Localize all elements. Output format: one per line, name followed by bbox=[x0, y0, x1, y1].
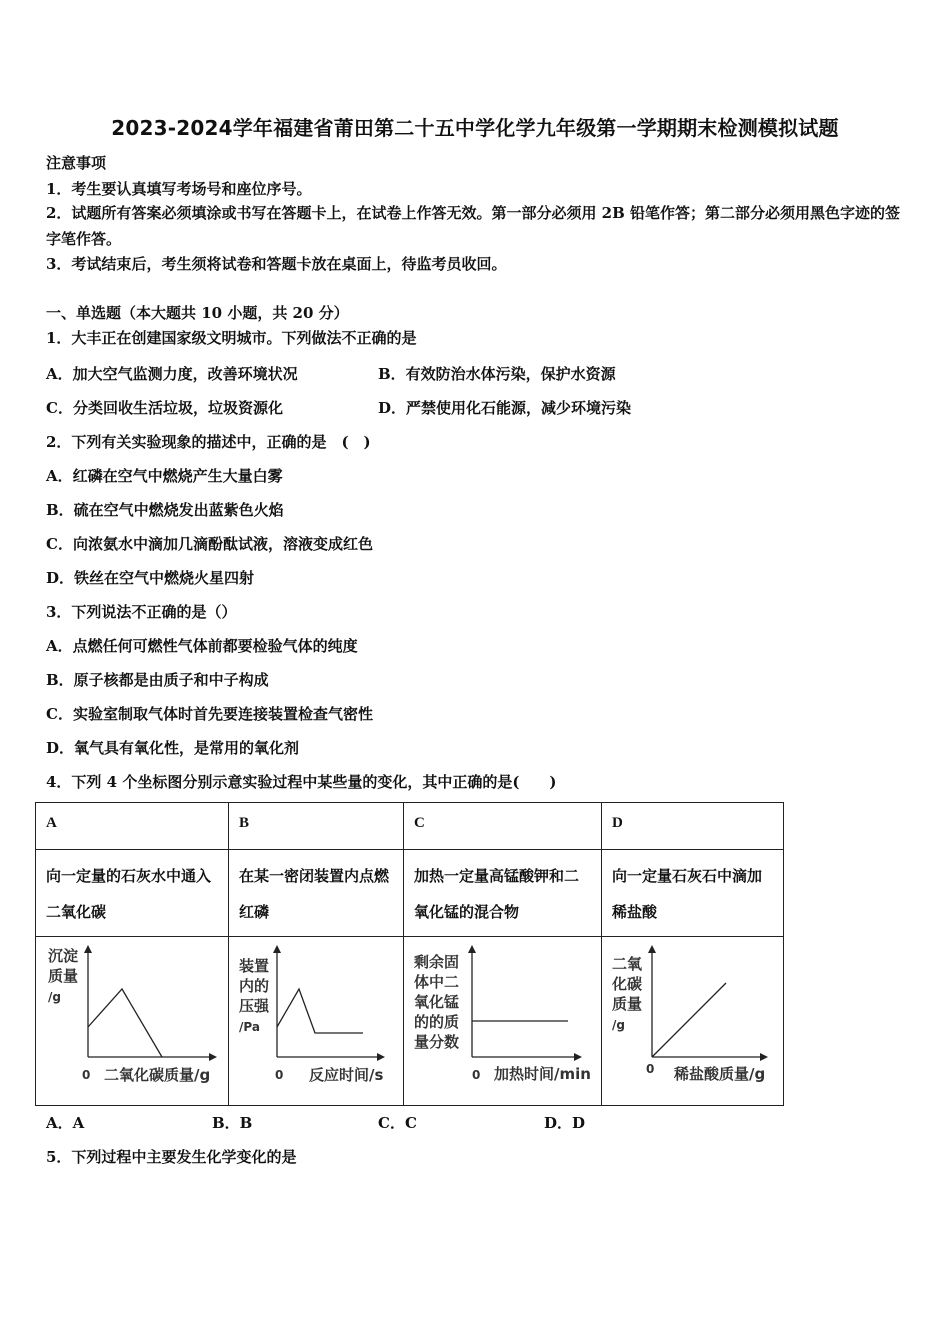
graph-a-x-arrow bbox=[209, 1053, 217, 1061]
q2-option-a: A．红磷在空气中燃烧产生大量白雾 bbox=[46, 467, 283, 485]
graph-a-y-arrow bbox=[84, 945, 92, 953]
q1-stem: 1．大丰正在创建国家级文明城市。下列做法不正确的是 bbox=[46, 329, 417, 347]
graph-d-y-arrow bbox=[648, 945, 656, 953]
graph-c-origin: 0 bbox=[472, 1068, 481, 1082]
graph-c-ylabel-4: 的的质 bbox=[414, 1013, 460, 1031]
q3-option-d: D．氧气具有氧化性，是常用的氧化剂 bbox=[46, 739, 300, 757]
graph-d-curve bbox=[652, 983, 726, 1057]
q3-option-a: A．点燃任何可燃性气体前都要检验气体的纯度 bbox=[46, 637, 358, 655]
graph-a-xlabel: 二氧化碳质量/g bbox=[104, 1066, 211, 1084]
graph-c-svg bbox=[404, 937, 602, 1105]
graph-a-ylabel-3: /g bbox=[48, 990, 61, 1004]
graph-c-ylabel-2: 体中二 bbox=[414, 973, 460, 991]
q2-option-c: C．向浓氨水中滴加几滴酚酞试液，溶液变成红色 bbox=[46, 535, 373, 553]
q3-stem: 3．下列说法不正确的是（） bbox=[46, 603, 237, 621]
q1-option-a: A．加大空气监测力度，改善环境状况 bbox=[46, 365, 298, 383]
q4-col-b-header: B bbox=[229, 803, 404, 850]
graph-b-y-arrow bbox=[273, 945, 281, 953]
page-title: 2023-2024学年福建省莆田第二十五中学化学九年级第一学期期末检测模拟试题 bbox=[111, 116, 839, 140]
graph-a-ylabel-1: 沉淀 bbox=[48, 947, 79, 965]
q4-graph-a bbox=[36, 937, 229, 1106]
q4-graph-b bbox=[229, 937, 404, 1106]
graph-d-ylabel-2: 化碳 bbox=[612, 975, 643, 993]
graph-b-curve bbox=[277, 989, 363, 1033]
notice-item-3: 3．考试结束后，考生须将试卷和答题卡放在桌面上，待监考员收回。 bbox=[46, 255, 507, 273]
q2-stem: 2．下列有关实验现象的描述中，正确的是 ( ) bbox=[46, 433, 371, 451]
graph-c-xlabel: 加热时间/min bbox=[494, 1065, 591, 1083]
graph-b-xlabel: 反应时间/s bbox=[309, 1066, 384, 1084]
graph-d-ylabel-1: 二氧 bbox=[612, 955, 643, 973]
graph-b-svg bbox=[229, 937, 404, 1105]
graph-b-ylabel-2: 内的 bbox=[239, 977, 270, 995]
q1-option-c: C．分类回收生活垃圾，垃圾资源化 bbox=[46, 399, 283, 417]
section-heading: 一、单选题（本大题共 10 小题，共 20 分） bbox=[46, 304, 349, 322]
graph-c-ylabel-5: 量分数 bbox=[414, 1033, 460, 1051]
q1-option-b: B．有效防治水体污染，保护水资源 bbox=[378, 365, 616, 383]
q2-option-b: B．硫在空气中燃烧发出蓝紫色火焰 bbox=[46, 501, 284, 519]
q4-col-a-desc: 向一定量的石灰水中通入二氧化碳 bbox=[36, 850, 229, 937]
graph-b-origin: 0 bbox=[275, 1068, 284, 1082]
q2-option-d: D．铁丝在空气中燃烧火星四射 bbox=[46, 569, 255, 587]
graph-a-curve bbox=[88, 989, 162, 1057]
q4-col-c-desc: 加热一定量高锰酸钾和二氧化锰的混合物 bbox=[404, 850, 602, 937]
graph-d-x-arrow bbox=[760, 1053, 768, 1061]
q4-answer-d: D．D bbox=[544, 1114, 586, 1132]
q4-col-c-header: C bbox=[404, 803, 602, 850]
graph-d-xlabel: 稀盐酸质量/g bbox=[674, 1065, 766, 1083]
q4-table bbox=[35, 802, 784, 1106]
q4-col-d-header: D bbox=[602, 803, 784, 850]
q4-answer-c: C．C bbox=[378, 1114, 417, 1132]
q4-graph-c bbox=[404, 937, 602, 1106]
q4-col-b-desc: 在某一密闭装置内点燃红磷 bbox=[229, 850, 404, 937]
graph-a-ylabel-2: 质量 bbox=[48, 967, 79, 985]
q4-col-a-header: A bbox=[36, 803, 229, 850]
graph-b-ylabel-4: /Pa bbox=[239, 1020, 260, 1034]
q4-stem: 4．下列 4 个坐标图分别示意实验过程中某些量的变化，其中正确的是( ) bbox=[46, 773, 557, 791]
graph-a-svg bbox=[36, 937, 229, 1105]
graph-c-y-arrow bbox=[468, 945, 476, 953]
graph-b-x-arrow bbox=[377, 1053, 385, 1061]
q4-answer-a: A．A bbox=[46, 1114, 85, 1132]
graph-d-svg bbox=[602, 937, 784, 1105]
q1-option-d: D．严禁使用化石能源，减少环境污染 bbox=[378, 399, 632, 417]
graph-d-origin: 0 bbox=[646, 1062, 655, 1076]
graph-a-origin: 0 bbox=[82, 1068, 91, 1082]
graph-c-ylabel-1: 剩余固 bbox=[414, 953, 460, 971]
notice-item-2: 2．试题所有答案必须填涂或书写在答题卡上，在试卷上作答无效。第一部分必须用 2B 铅笔作答；第二部分必须用黑色字迹的签字笔作答。 bbox=[46, 204, 901, 248]
notice-heading: 注意事项 bbox=[46, 154, 107, 172]
graph-d-ylabel-3: 质量 bbox=[612, 995, 643, 1013]
q4-graph-d bbox=[602, 937, 784, 1106]
graph-c-ylabel-3: 氧化锰 bbox=[414, 993, 460, 1011]
graph-b-ylabel-3: 压强 bbox=[239, 997, 270, 1015]
q3-option-b: B．原子核都是由质子和中子构成 bbox=[46, 671, 269, 689]
q4-col-d-desc: 向一定量石灰石中滴加稀盐酸 bbox=[602, 850, 784, 937]
q4-answer-b: B．B bbox=[212, 1114, 253, 1132]
q3-option-c: C．实验室制取气体时首先要连接装置检查气密性 bbox=[46, 705, 373, 723]
graph-d-ylabel-4: /g bbox=[612, 1018, 625, 1032]
graph-b-ylabel-1: 装置 bbox=[239, 957, 270, 975]
q5-stem: 5．下列过程中主要发生化学变化的是 bbox=[46, 1148, 297, 1166]
graph-c-x-arrow bbox=[574, 1053, 582, 1061]
notice-item-1: 1．考生要认真填写考场号和座位序号。 bbox=[46, 180, 312, 198]
